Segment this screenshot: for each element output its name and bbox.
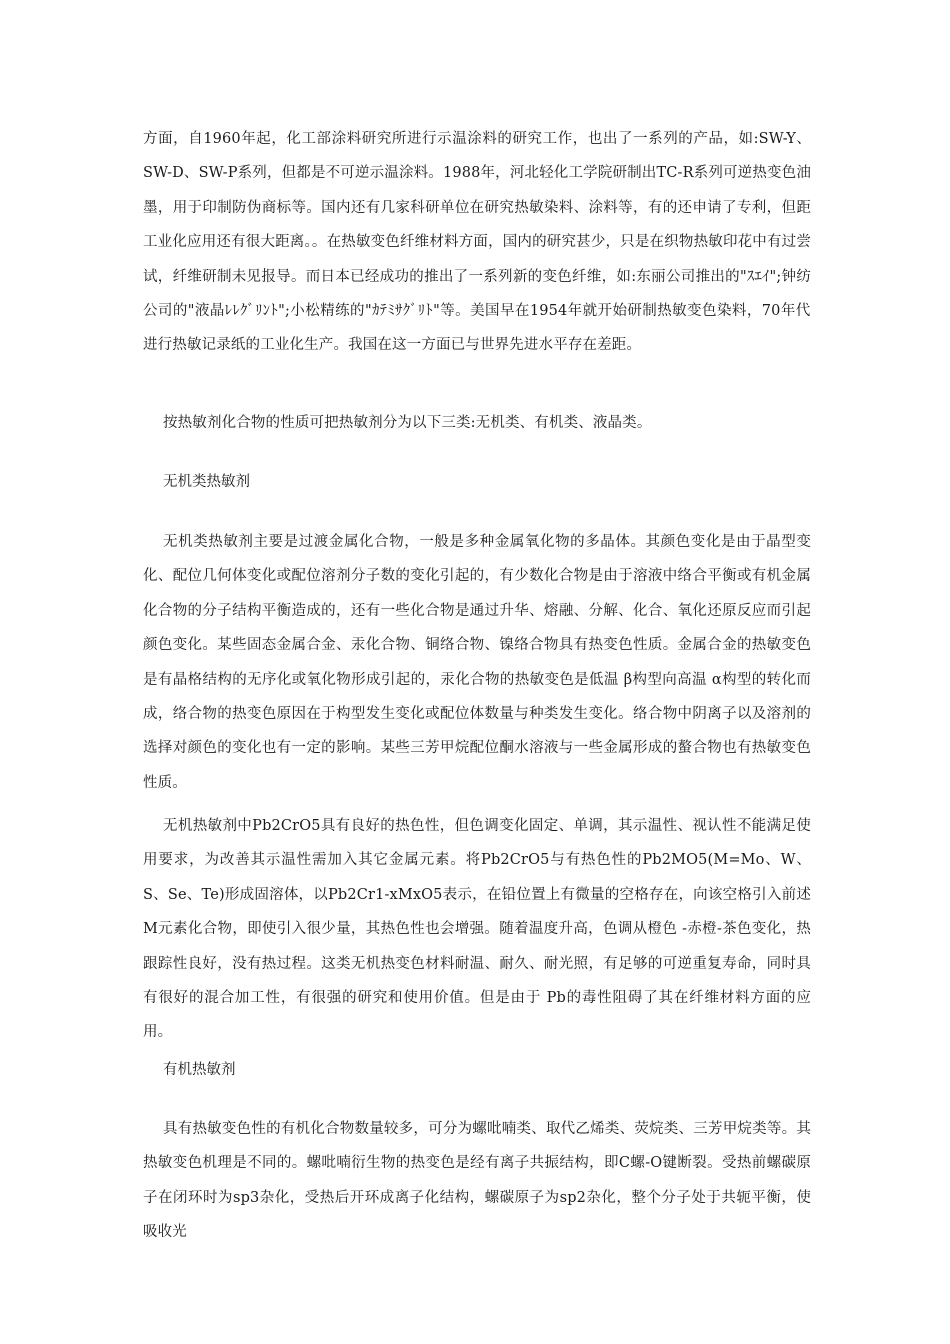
paragraph-inorganic-description: 无机类热敏剂主要是过渡金属化合物，一般是多种金属氧化物的多晶体。其颜色变化是由于晶型变化、配位几何体变化或配位溶剂分子数的变化引起的，有少数化合物是由于溶液中络合平衡或有机金属化合物的分子结构平衡造成的，还有一些化合物是通过升华、熔融、分解、化合、氧化还原反应而引起颜色变化。某些固态金属合金、汞化合物、铜络合物、镍络合物具有热变色性质。金属合金的热敏变色是有晶格结构的无序化或氧化物形成引起的，汞化合物的热敏变色是低温 β构型向高温 α构型的转化而成，络合物的热变色原因在于构型发生变化或配位体数量与种类发生变化。络合物中阴离子以及溶剂的选择对颜色的变化也有一定的影响。某些三芳甲烷配位酮水溶液与一些金属形成的螯合物也有热敏变色性质。: [143, 534, 811, 791]
paragraph-organic-description: 具有热敏变色性的有机化合物数量较多，可分为螺吡喃类、取代乙烯类、荧烷类、三芳甲烷类等。其热敏变色机理是不同的。螺吡喃衍生物的热变色是经有离子共振结构，即C螺-O键断裂。受热前螺碳原子在闭环时为sp3杂化，受热后开环成离子化结构，螺碳原子为sp2杂化，整个分子处于共轭平衡，使吸收光: [143, 1121, 811, 1241]
paragraph-domestic-research: 方面，自1960年起，化工部涂料研究所进行示温涂料的研究工作，也出了一系列的产品，如:SW-Y、SW-D、SW-P系列，但都是不可逆示温涂料。1988年，河北轻化工学院研制出TC-R系列可逆热变色油墨，用于印制防伪商标等。国内还有几家科研单位在研究热敏染料、涂料等，有的还申请了专利，但距工业化应用还有很大距离。。在热敏变色纤维材料方面，国内的研究甚少，只是在织物热敏印花中有过尝试，纤维研制未见报导。而日本已经成功的推出了一系列新的变色纤维，如:东丽公司推出的"ｽｴｲ";钟纺公司的"液晶ﾚﾚｸﾞﾘﾝﾄ";小松精练的"ｶﾃﾐｻｸﾞﾘﾄ"等。美国早在1954年就开始研制热敏变色染料，70年代进行热敏记录纸的工业化生产。我国在这一方面已与世界先进水平存在差距。: [143, 131, 811, 354]
paragraph-classification: 按热敏剂化合物的性质可把热敏剂分为以下三类:无机类、有机类、液晶类。: [163, 415, 652, 431]
heading-inorganic: 无机类热敏剂: [163, 474, 250, 490]
paragraph-inorganic-pb2cro5: 无机热敏剂中Pb2CrO5具有良好的热色性，但色调变化固定、单调，其示温性、视认性不能满足使用要求，为改善其示温性需加入其它金属元素。将Pb2CrO5与有热色性的Pb2MO5(M=Mo、W、S、Se、Te)形成固溶体，以Pb2Cr1-xMxO5表示，在铅位置上有微量的空格存在，向该空格引入前述M元素化合物，即使引入很少量，其热色性也会增强。随着温度升高，色调从橙色 -赤橙-茶色变化，热跟踪性良好，没有热过程。这类无机热变色材料耐温、耐久、耐光照，有足够的可逆重复寿命，同时具有很好的混合加工性，有很强的研究和使用价值。但是由于 Pb的毒性阻碍了其在纤维材料方面的应用。: [143, 818, 811, 1041]
heading-organic: 有机热敏剂: [163, 1062, 236, 1078]
